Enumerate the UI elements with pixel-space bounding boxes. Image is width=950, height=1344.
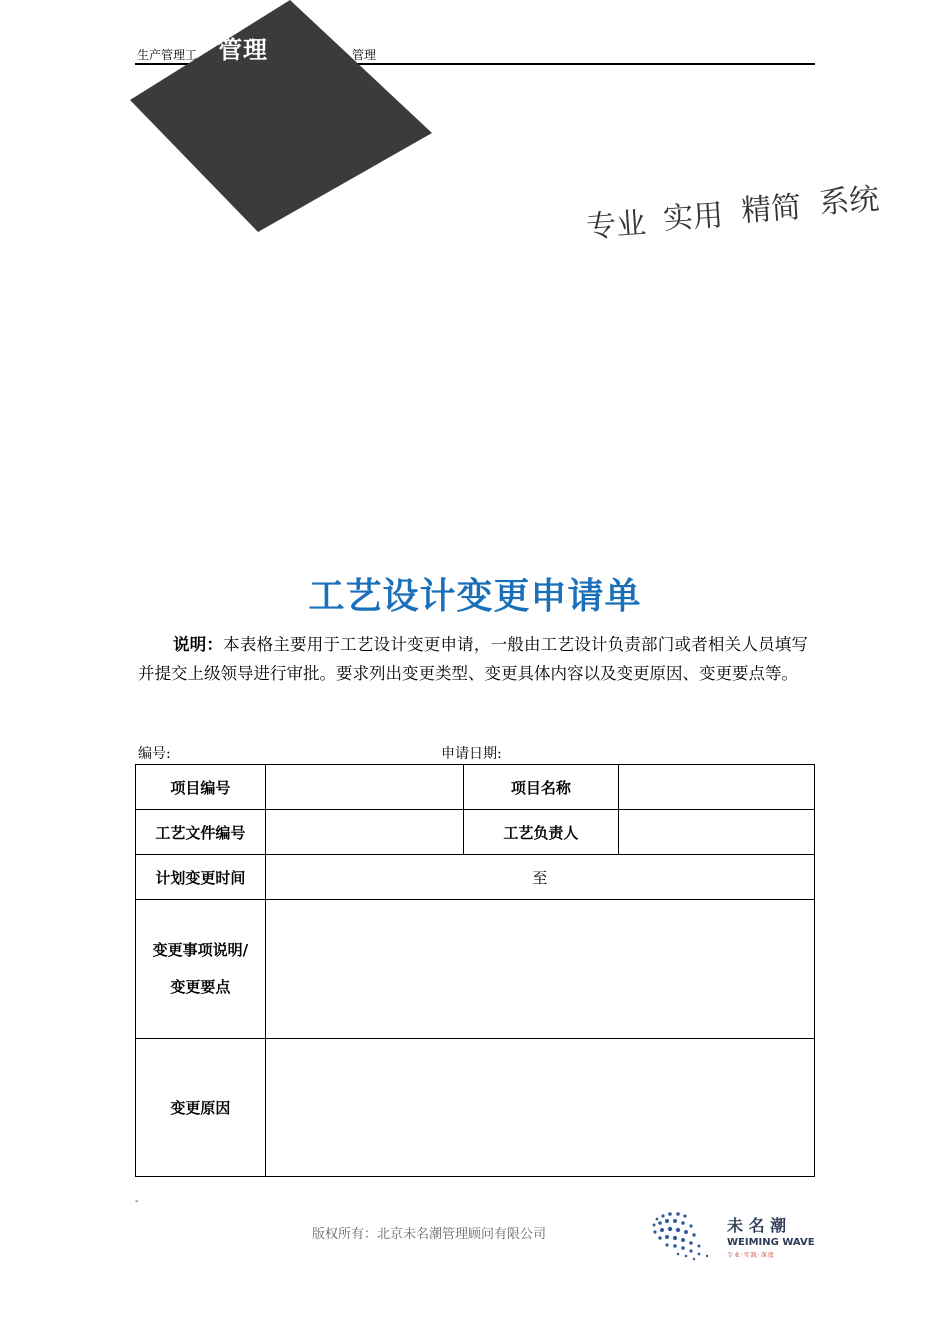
project-no-label: 项目编号 bbox=[136, 765, 266, 810]
project-name-label: 项目名称 bbox=[463, 765, 619, 810]
decorative-diamond bbox=[0, 0, 950, 240]
tagline-item: 系统 bbox=[818, 181, 881, 222]
header-left-text: 生产管理工 bbox=[137, 48, 198, 62]
header-right-text: 管理 bbox=[352, 48, 377, 62]
reason-field[interactable] bbox=[265, 1039, 814, 1177]
wave-logo-icon bbox=[645, 1205, 725, 1265]
tagline-item: 实用 bbox=[662, 197, 725, 238]
logo-slogan-text: 专业·实践·深度 bbox=[727, 1252, 775, 1259]
change-desc-label bbox=[136, 900, 266, 1039]
logo-cn-text: 未 名 潮 bbox=[727, 1216, 787, 1235]
description-label: 说明： bbox=[173, 635, 224, 654]
header-overlay-text: 管理 bbox=[218, 36, 268, 64]
change-desc-label-line2: 变更要点 bbox=[170, 978, 231, 996]
owner-label: 工艺负责人 bbox=[463, 810, 619, 855]
plan-time-separator: 至 bbox=[532, 868, 548, 887]
owner-field[interactable] bbox=[619, 810, 815, 855]
page-title: 工艺设计变更申请单 bbox=[308, 576, 642, 617]
copyright-text: 版权所有：北京未名潮管理顾问有限公司 bbox=[312, 1227, 547, 1242]
date-label: 申请日期: bbox=[441, 746, 502, 762]
doc-no-field[interactable] bbox=[265, 810, 463, 855]
project-no-field[interactable] bbox=[265, 765, 463, 810]
number-label: 编号: bbox=[138, 746, 171, 762]
description bbox=[138, 630, 808, 688]
change-request-form bbox=[135, 764, 815, 1177]
project-name-field[interactable] bbox=[619, 765, 815, 810]
reason-label: 变更原因 bbox=[136, 1039, 266, 1177]
company-logo bbox=[645, 1205, 815, 1265]
logo-en-text: WEIMING WAVE bbox=[727, 1237, 815, 1248]
plan-time-label: 计划变更时间 bbox=[136, 855, 266, 900]
tagline-item: 精简 bbox=[740, 189, 803, 230]
footer-dash: - bbox=[135, 1196, 139, 1207]
change-desc-label-line1: 变更事项说明/ bbox=[152, 941, 249, 959]
description-text: 本表格主要用于工艺设计变更申请，一般由工艺设计负责部门或者相关人员填写并提交上级领导进行审批。要求列出变更类型、变更具体内容以及变更原因、变更要点等。 bbox=[138, 635, 809, 683]
plan-time-field[interactable] bbox=[265, 855, 814, 900]
tagline-item: 专业 bbox=[585, 205, 648, 246]
change-desc-field[interactable] bbox=[265, 900, 814, 1039]
doc-no-label: 工艺文件编号 bbox=[136, 810, 266, 855]
